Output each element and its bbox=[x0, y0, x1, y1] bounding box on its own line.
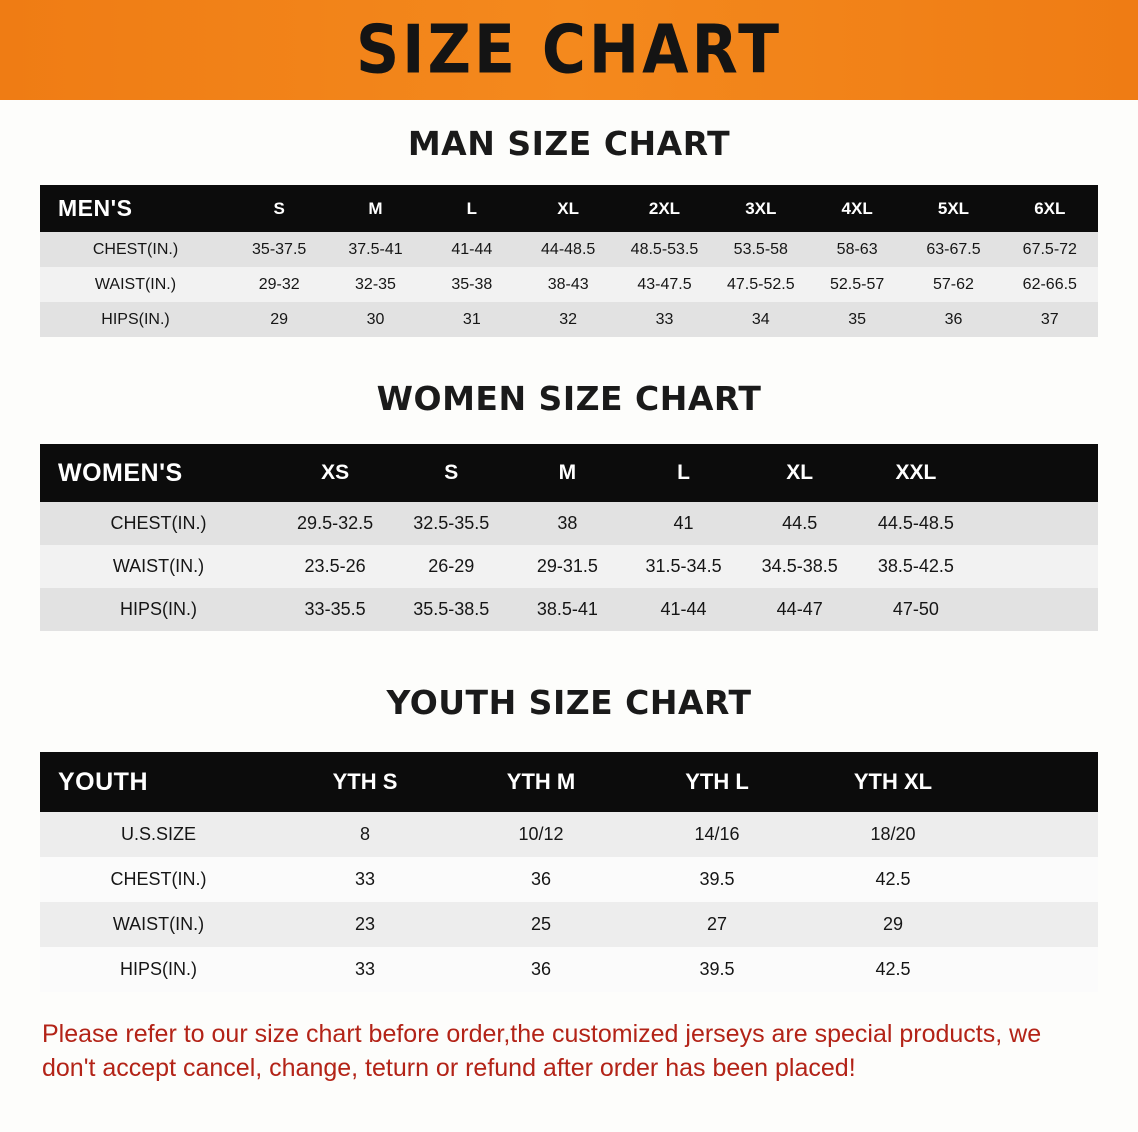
man-table-head bbox=[40, 185, 1098, 232]
table-cell: 36 bbox=[944, 310, 963, 328]
youth-col-header: YTH XL bbox=[805, 752, 981, 812]
man-col-header: S bbox=[231, 185, 327, 232]
table-row bbox=[40, 902, 1098, 947]
man-col-header: 6XL bbox=[1002, 185, 1098, 232]
table-cell: 23 bbox=[354, 914, 376, 934]
table-cell: 18/20 bbox=[870, 824, 916, 844]
policy-note: Please refer to our size chart before order,the customized jerseys are special products, we don't accept cancel, change, teturn or refund after order has been placed! bbox=[42, 1020, 1042, 1082]
table-cell-empty bbox=[981, 947, 1098, 992]
man-header-row bbox=[40, 185, 1098, 232]
table-cell: 44.5 bbox=[782, 513, 818, 533]
youth-col-spacer bbox=[981, 752, 1098, 812]
man-col-header: 5XL bbox=[905, 185, 1001, 232]
table-cell: 32 bbox=[559, 310, 578, 328]
table-cell: 34 bbox=[751, 310, 770, 328]
man-col-header: M bbox=[327, 185, 423, 232]
row-label: CHEST(IN.) bbox=[110, 513, 207, 533]
man-size-table bbox=[40, 185, 1098, 337]
table-cell: 57-62 bbox=[933, 275, 974, 293]
table-cell: 32-35 bbox=[355, 275, 396, 293]
row-label: CHEST(IN.) bbox=[110, 869, 207, 889]
table-cell: 29-31.5 bbox=[536, 556, 598, 576]
man-table-body bbox=[40, 232, 1098, 337]
table-cell: 42.5 bbox=[875, 959, 911, 979]
table-cell: 41 bbox=[673, 513, 694, 533]
women-col-header: XL bbox=[742, 444, 858, 502]
man-col-header: 4XL bbox=[809, 185, 905, 232]
table-row bbox=[40, 502, 1098, 545]
youth-table-body bbox=[40, 812, 1098, 992]
table-cell: 43-47.5 bbox=[637, 275, 692, 293]
row-label: WAIST(IN.) bbox=[112, 914, 205, 934]
table-cell: 38.5-41 bbox=[536, 599, 598, 619]
women-table-head bbox=[40, 444, 1098, 502]
table-cell: 47-50 bbox=[892, 599, 939, 619]
table-row bbox=[40, 267, 1098, 302]
table-cell: 67.5-72 bbox=[1022, 240, 1077, 258]
table-cell: 33 bbox=[655, 310, 674, 328]
row-label: HIPS(IN.) bbox=[101, 310, 170, 328]
table-cell: 42.5 bbox=[875, 869, 911, 889]
youth-section-heading: YOUTH SIZE CHART bbox=[386, 683, 752, 722]
women-size-table bbox=[40, 444, 1098, 631]
man-col-header: L bbox=[424, 185, 520, 232]
table-cell: 36 bbox=[530, 869, 552, 889]
table-row bbox=[40, 857, 1098, 902]
women-col-header: S bbox=[393, 444, 509, 502]
table-cell: 35.5-38.5 bbox=[413, 599, 490, 619]
women-col-header: XS bbox=[277, 444, 393, 502]
row-label: WAIST(IN.) bbox=[112, 556, 205, 576]
women-col-spacer bbox=[974, 444, 1098, 502]
table-cell: 23.5-26 bbox=[304, 556, 366, 576]
table-cell-empty bbox=[981, 902, 1098, 947]
table-cell: 35-37.5 bbox=[252, 240, 307, 258]
table-cell: 26-29 bbox=[428, 556, 475, 576]
women-corner-label: WOMEN'S bbox=[40, 444, 277, 502]
table-cell: 10/12 bbox=[518, 824, 564, 844]
man-col-header: XL bbox=[520, 185, 616, 232]
women-col-header: XXL bbox=[858, 444, 974, 502]
row-label: U.S.SIZE bbox=[120, 824, 196, 844]
women-col-header: M bbox=[509, 444, 625, 502]
table-cell-empty bbox=[974, 502, 1098, 545]
table-cell: 29.5-32.5 bbox=[297, 513, 374, 533]
youth-col-header: YTH M bbox=[453, 752, 629, 812]
table-cell-empty bbox=[974, 545, 1098, 588]
table-cell: 29-32 bbox=[258, 275, 300, 293]
table-cell: 39.5 bbox=[699, 869, 735, 889]
row-label: CHEST(IN.) bbox=[92, 240, 179, 258]
table-cell: 44.5-48.5 bbox=[877, 513, 954, 533]
table-cell: 48.5-53.5 bbox=[630, 240, 699, 258]
table-cell: 30 bbox=[366, 310, 385, 328]
row-label: HIPS(IN.) bbox=[119, 959, 197, 979]
table-cell: 14/16 bbox=[694, 824, 740, 844]
table-cell: 44-48.5 bbox=[541, 240, 596, 258]
table-cell: 58-63 bbox=[836, 240, 878, 258]
row-label: WAIST(IN.) bbox=[94, 275, 177, 293]
youth-size-table bbox=[40, 752, 1098, 992]
table-row bbox=[40, 588, 1098, 631]
table-row bbox=[40, 302, 1098, 337]
youth-header-row bbox=[40, 752, 1098, 812]
table-row bbox=[40, 812, 1098, 857]
table-row bbox=[40, 232, 1098, 267]
table-cell: 44-47 bbox=[776, 599, 823, 619]
page-title: SIZE CHART bbox=[355, 10, 783, 90]
table-cell: 37.5-41 bbox=[348, 240, 403, 258]
youth-table-head bbox=[40, 752, 1098, 812]
table-cell: 52.5-57 bbox=[830, 275, 885, 293]
page-banner bbox=[0, 0, 1138, 100]
table-cell: 38 bbox=[557, 513, 578, 533]
table-cell: 8 bbox=[359, 824, 370, 844]
table-cell: 31 bbox=[462, 310, 481, 328]
women-col-header: L bbox=[625, 444, 741, 502]
man-col-header: 2XL bbox=[616, 185, 712, 232]
table-cell: 36 bbox=[530, 959, 552, 979]
table-cell: 41-44 bbox=[660, 599, 707, 619]
women-section-heading: WOMEN SIZE CHART bbox=[376, 379, 762, 418]
table-cell: 35-38 bbox=[451, 275, 493, 293]
table-cell: 27 bbox=[706, 914, 728, 934]
table-cell: 38-43 bbox=[547, 275, 589, 293]
table-cell: 62-66.5 bbox=[1022, 275, 1077, 293]
man-col-header: 3XL bbox=[713, 185, 809, 232]
table-cell: 33 bbox=[354, 959, 376, 979]
table-cell: 39.5 bbox=[699, 959, 735, 979]
youth-corner-label: YOUTH bbox=[40, 752, 277, 812]
table-cell-empty bbox=[974, 588, 1098, 631]
row-label: HIPS(IN.) bbox=[119, 599, 197, 619]
table-cell: 37 bbox=[1040, 310, 1059, 328]
table-cell: 38.5-42.5 bbox=[877, 556, 954, 576]
table-cell-empty bbox=[981, 812, 1098, 857]
table-cell: 29 bbox=[882, 914, 904, 934]
table-row bbox=[40, 545, 1098, 588]
table-cell: 32.5-35.5 bbox=[413, 513, 490, 533]
table-cell: 47.5-52.5 bbox=[727, 275, 795, 293]
table-cell: 34.5-38.5 bbox=[761, 556, 838, 576]
table-cell: 63-67.5 bbox=[926, 240, 981, 258]
youth-table-wrapper bbox=[40, 752, 1098, 992]
women-header-row bbox=[40, 444, 1098, 502]
table-cell: 41-44 bbox=[451, 240, 493, 258]
table-row bbox=[40, 947, 1098, 992]
table-cell-empty bbox=[981, 857, 1098, 902]
table-cell: 35 bbox=[848, 310, 867, 328]
table-cell: 31.5-34.5 bbox=[645, 556, 722, 576]
youth-col-header: YTH S bbox=[277, 752, 453, 812]
women-table-body bbox=[40, 502, 1098, 631]
table-cell: 29 bbox=[270, 310, 289, 328]
table-cell: 33-35.5 bbox=[304, 599, 366, 619]
youth-col-header: YTH L bbox=[629, 752, 805, 812]
women-table-wrapper bbox=[40, 444, 1098, 631]
table-cell: 25 bbox=[530, 914, 552, 934]
man-table-wrapper bbox=[40, 185, 1098, 337]
man-corner-label: MEN'S bbox=[40, 185, 231, 232]
man-section-heading: MAN SIZE CHART bbox=[407, 124, 731, 163]
table-cell: 33 bbox=[354, 869, 376, 889]
table-cell: 53.5-58 bbox=[733, 240, 788, 258]
